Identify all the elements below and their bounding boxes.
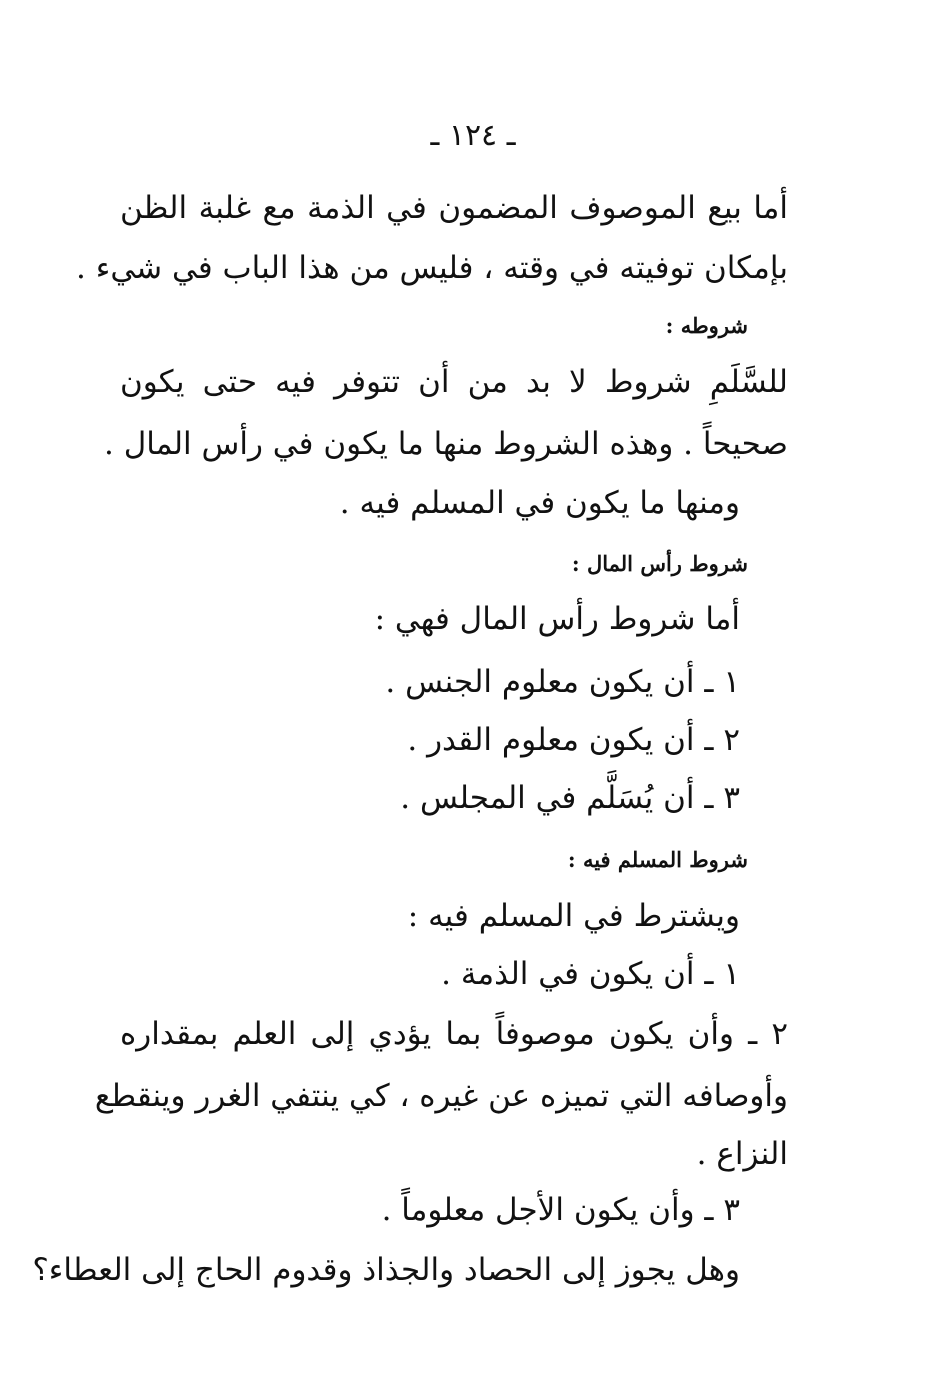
text-line: للسَّلَمِ شروط لا بد من أن تتوفر فيه حتى يكون (120, 364, 788, 400)
section-heading: شروط رأس المال : (571, 551, 748, 576)
page-number: ـ ١٢٤ ـ (430, 118, 516, 153)
text-line: النزاع . (696, 1136, 788, 1172)
section-heading: شروطه : (665, 313, 748, 338)
section-heading: شروط المسلم فيه : (567, 847, 748, 872)
text-line: وأوصافه التي تميزه عن غيره ، كي ينتفي الغرر وينقطع (94, 1078, 788, 1114)
text-line: أما بيع الموصوف المضمون في الذمة مع غلبة الظن (120, 190, 788, 226)
text-line: ويشترط في المسلم فيه : (407, 898, 740, 934)
text-line: صحيحاً . وهذه الشروط منها ما يكون في رأس المال . (104, 426, 788, 462)
list-item: ١ ـ أن يكون معلوم الجنس . (385, 664, 740, 700)
list-item: ٣ ـ أن يُسَلَّم في المجلس . (400, 780, 740, 816)
list-item: ٢ ـ أن يكون معلوم القدر . (407, 722, 740, 758)
text-line: بإمكان توفيته في وقته ، فليس من هذا الباب في شيء . (76, 250, 788, 286)
text-line: وهل يجوز إلى الحصاد والجذاذ وقدوم الحاج إلى العطاء؟ (32, 1252, 740, 1288)
list-item: ١ ـ أن يكون في الذمة . (441, 956, 740, 992)
list-item: ٣ ـ وأن يكون الأجل معلوماً . (381, 1192, 740, 1228)
text-line: ومنها ما يكون في المسلم فيه . (339, 485, 740, 521)
list-item: ٢ ـ وأن يكون موصوفاً بما يؤدي إلى العلم بمقداره (120, 1016, 788, 1052)
text-line: أما شروط رأس المال فهي : (374, 601, 740, 637)
